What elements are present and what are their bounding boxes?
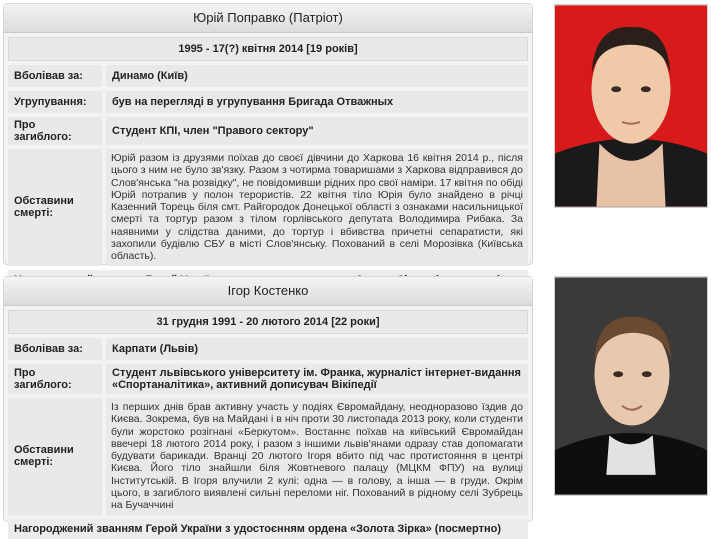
person-photo <box>554 276 708 496</box>
person-name: Ігор Костенко <box>4 277 532 306</box>
person-info-table <box>4 61 532 270</box>
fought-for-value: Карпати (Львів) <box>106 338 528 360</box>
award-text: Нагороджений званням Герой України з удостоєнням ордена «Золота Зірка» (посмертно) <box>8 519 528 539</box>
about-label: Про загиблого: <box>8 364 102 394</box>
fought-for-label: Вболівав за: <box>8 338 102 360</box>
portrait-image <box>555 277 707 495</box>
circumstances-label: Обставини смерті: <box>8 398 102 515</box>
circumstances-text: Юрій разом із друзями поїхав до своєї дівчини до Харкова 16 квітня 2014 р., після цього з ним не було зв'язку. Разом з чотирма товаришами з Харкова відправився до Слов'янська "на розвідку", не повідомивши рідних про свої наміри. 17 квітня по обіді Юрій потрапив у полон терористів. 22 квітня тіло Юрія було знайдено в річці Казенний Торець біля смт. Райгородок Донецької області з ознаками насильницької смерті та тортур разом з тілом горлівського депутата Володимира Рибака. За наявними у слідства даними, до тортур і вбивства причетні сепаратисти, які захопили будівлю СБУ в місті Слов'янську. Похований в селі Морозівка (Київська область). <box>106 149 528 266</box>
about-value: Студент львівського університету ім. Франка, журналіст інтернет-видання «Спортаналітика», активний дописувач Вікіпедії <box>106 364 528 394</box>
portrait-image <box>555 5 707 207</box>
about-label: Про загиблого: <box>8 117 102 145</box>
fought-for-value: Динамо (Київ) <box>106 65 528 87</box>
circumstances-text: Із перших днів брав активну участь у подіях Євромайдану, неодноразово їздив до Києва. Зокрема, був на Майдані і в ніч проти 30 листопада 2013 року, коли студенти були жорстоко розігнані «Беркутом». Востаннє поїхав на київський Євромайдан ввечері 18 лютого 2014 року, і разом з іншими львів'янами одразу став допомагати будувати барикади. Вранці 20 лютого Ігоря вбито під час протистояння в центрі Києва. Його тіло знайшли біля Жовтневого палацу (МЦКМ ФПУ) на вулиці Інститутській. В Ігоря влучили 2 кулі: одна — в голову, а інша — в груди. Окрім цього, в загиблого виявлені сильні переломи ніг. Похований в рідному селі Зубрець на Бучаччині <box>106 398 528 515</box>
person-dates: 1995 - 17(?) квітня 2014 [19 років] <box>8 37 528 61</box>
person-photo <box>554 4 708 208</box>
person-card <box>3 3 533 265</box>
person-info-table <box>4 334 532 519</box>
group-label: Угрупування: <box>8 91 102 113</box>
circumstances-label: Обставини смерті: <box>8 149 102 266</box>
about-value: Студент КПІ, член "Правого сектору" <box>106 117 528 145</box>
person-dates: 31 грудня 1991 - 20 лютого 2014 [22 роки] <box>8 310 528 334</box>
group-value: був на перегляді в угрупування Бригада Отважных <box>106 91 528 113</box>
person-card <box>3 276 533 535</box>
person-name: Юрій Поправко (Патріот) <box>4 4 532 33</box>
fought-for-label: Вболівав за: <box>8 65 102 87</box>
